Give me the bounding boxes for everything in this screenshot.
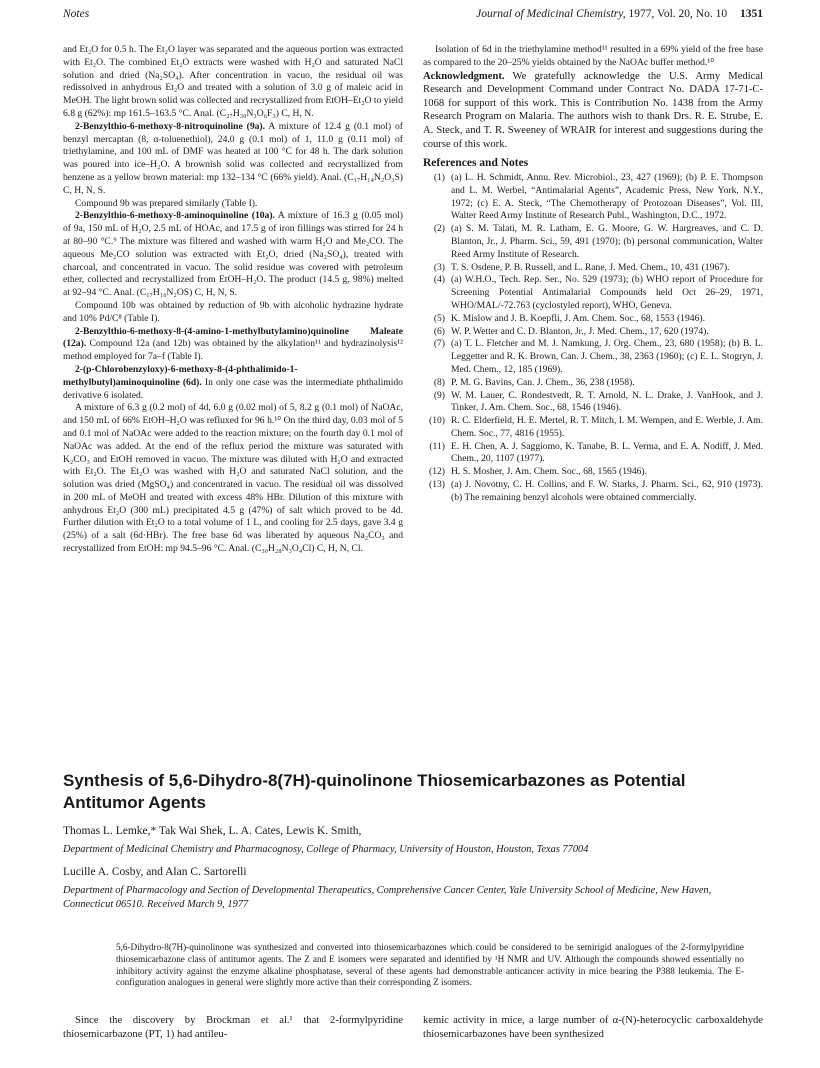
reference-number: (1)	[433, 171, 445, 183]
page-number: 1351	[740, 8, 763, 20]
paragraph: Compound 10b was obtained by reduction of 9b with alcoholic hydrazine hydrate and 10% Pd/C⁸ (Table I).	[63, 299, 403, 324]
reference-number: (6)	[433, 325, 445, 337]
reference-item	[423, 262, 763, 275]
paragraph: and Et₂O for 0.5 h. The Et₂O layer was separated and the aqueous portion was extracted with Et₂O. The combined Et₂O extracts were washed with H₂O and saturated NaCl solution and dried (Na₂SO₄). After concentration in vacuo, the residual oil was redissolved in anhydrous Et₂O and treated with a solution of 3.0 g of maleic acid in MeOH. The light brown solid was collected and recrystallized from EtOH–Et₂O to yield 6.8 g (62%): mp 161.5–163.5 °C. Anal. (C₂₇H₃₀N₃O₆F₃) C, H, N.	[63, 44, 403, 119]
paragraph	[63, 326, 403, 364]
references-heading: References and Notes	[423, 157, 529, 170]
paragraph-text: A mixture of 12.4 g (0.1 mol) of benzyl mercaptan (8, α-toluenethiol), 24.0 g (0.1 mol) of 1, 11.0 g (0.11 mol) of triethylamine, and 100 mL of DMF was heated at 100 °C for 48 h. The dark solution was poured into ice–H₂O. A brownish solid was collected and recrystallized from benzene as a yellow brown material: mp 132–134 °C (66% yield). Anal. (C₁₇H₁₄N₂O₃S) C, H, N, S.	[63, 120, 403, 196]
reference-text: W. P. Wetter and C. D. Blanton, Jr., J. Med. Chem., 17, 620 (1974).	[451, 325, 709, 337]
body-text-left	[63, 1014, 403, 1041]
reference-item	[423, 172, 763, 223]
reference-number: (13)	[429, 479, 445, 491]
article-title: Synthesis of 5,6-Dihydro-8(7H)-quinolinone Thiosemicarbazones as Potential Antitumor Agents	[63, 771, 686, 812]
affiliation: Department of Pharmacology and Section of Developmental Therapeutics, Comprehensive Cancer Center, Yale University School of Medicine, New Haven, Connecticut 06510. Received March 9, 1977	[63, 885, 712, 910]
compound-heading: 2-Benzylthio-6-methoxy-8-aminoquinoline (10a).	[75, 210, 275, 222]
paragraph: Since the discovery by Brockman et al.¹ that 2-formylpyridine thiosemicarbazone (PT, 1) had antileu-	[63, 1015, 403, 1040]
reference-item	[423, 390, 763, 416]
paragraph-text: Compound 12a (and 12b) was obtained by the alkylation¹¹ and hydrazinolysis¹² method employed for 7a–f (Table I).	[63, 338, 403, 363]
paragraph-text: A mixture of 16.3 g (0.05 mol) of 9a, 150 mL of H₂O, 2.5 mL of HOAc, and 17.5 g of iron fillings was stirred for 24 h at 80–90 °C.⁹ The mixture was filtered and washed with warm H₂O and Me₂CO. The aqueous Me₂CO solution was extracted with Et₂O, dried (Na₂SO₄), treated with charcoal, and concentrated in vacuo. The solid residue was covered with petroleum ether, collected and recrystallized from EtOH–H₂O. The product (14.5 g, 98%) melted at 92–94 °C. Anal. (C₁₇H₁₆N₂OS) C, H, N, S.	[63, 210, 403, 299]
reference-number: (5)	[433, 312, 445, 324]
page-header	[63, 8, 763, 28]
section-label: Notes	[63, 8, 90, 20]
reference-text: H. S. Mosher, J. Am. Chem. Soc., 68, 1565 (1946).	[451, 466, 648, 478]
reference-item	[423, 338, 763, 376]
reference-number: (7)	[433, 338, 445, 350]
acknowledgment-heading: Acknowledgment.	[423, 70, 505, 82]
acknowledgment	[423, 70, 763, 152]
reference-number: (3)	[433, 261, 445, 273]
reference-item	[423, 441, 763, 467]
left-column	[63, 44, 403, 556]
reference-text: (a) J. Novotny, C. H. Collins, and F. W. Starks, J. Pharm. Sci., 62, 910 (1973). (b) The remaining benzyl alcohols were obtained commercially.	[451, 479, 763, 503]
reference-item	[423, 466, 763, 479]
paragraph	[63, 364, 403, 402]
abstract: 5,6-Dihydro-8(7H)-quinolinone was synthesized and converted into thiosemicarbazones which could be considered to be semirigid analogues of the 2-formylpyridine thiosemicarbazone class of antitumor agents. The Z and E isomers were separated and identified by ¹H NMR and UV. Although the compounds showed essentially no inhibitory activity against the enzyme alkaline phosphatase, several of these agents had demonstrable anticancer activity in mice bearing the P388 leukemia. The E-configuration analogues in general were slightly more active than their corresponding Z isomers.	[116, 942, 744, 988]
reference-text: (a) W.H.O., Tech. Rep. Ser., No. 529 (1973); (b) WHO report of Procedure for Screening Potential Antimalarial Compounds held Oct 26–29, 1971, WHO/MAL/-72.763 (cyclostyled report), WHO, Geneva.	[451, 274, 763, 311]
paragraph: kemic activity in mice, a large number of α-(N)-heterocyclic carboxaldehyde thiosemicarbazones have been synthesized	[423, 1015, 763, 1040]
reference-number: (2)	[433, 223, 445, 235]
reference-list	[423, 172, 763, 505]
reference-number: (4)	[433, 274, 445, 286]
reference-text: T. S. Osdene, P. B. Russell, and L. Rane, J. Med. Chem., 10, 431 (1967).	[451, 261, 730, 273]
paragraph	[63, 210, 403, 300]
journal-name: Journal of Medicinal Chemistry,	[476, 8, 626, 20]
reference-number: (8)	[433, 376, 445, 388]
paragraph	[63, 121, 403, 198]
volume-info: 1977, Vol. 20, No. 10	[628, 8, 728, 20]
reference-text: W. M. Lauer, C. Rondestvedt, R. T. Arnold, N. L. Drake, J. VanHook, and J. Tinker, J. Am. Chem. Soc., 68, 1546 (1946).	[451, 389, 763, 414]
compound-heading: 2-Benzylthio-6-methoxy-8-nitroquinoline (9a).	[75, 120, 266, 132]
reference-item	[423, 223, 763, 261]
reference-text: P. M. G. Bavins, Can. J. Chem., 36, 238 (1958).	[451, 376, 635, 388]
affiliation: Department of Medicinal Chemistry and Pharmacognosy, College of Pharmacy, University of Houston, Houston, Texas 77004	[63, 844, 589, 855]
reference-item	[423, 326, 763, 339]
paragraph: Isolation of 6d in the triethylamine method¹¹ resulted in a 69% yield of the free base as compared to the 20–25% yields obtained by the NaOAc buffer method.¹⁰	[423, 44, 763, 68]
paragraph: Compound 9b was prepared similarly (Table I).	[75, 197, 258, 209]
reference-item	[423, 479, 763, 505]
reference-item	[423, 415, 763, 441]
compound-heading: 2-Benzylthio-6-methoxy-8-(4-amino-1-methylbutylamino)quinoline Maleate (12a).	[63, 325, 403, 350]
acknowledgment-text: We gratefully acknowledge the U.S. Army Medical Research and Development Command under Contract No. DADA 17-71-C-1068 for support of this work. This is Contribution No. 1438 from the Army Research Program on Malaria. The authors wish to thank Drs. R. E. Strube, E. A. Steck, and T. R. Sweeney of WRAIR for interest and suggestions during the course of this work.	[423, 70, 763, 150]
reference-item	[423, 274, 763, 312]
reference-text: K. Mislow and J. B. Koepfli, J. Am. Chem. Soc., 68, 1553 (1946).	[451, 312, 705, 324]
body-text-right	[423, 1014, 763, 1041]
right-column	[423, 44, 763, 505]
reference-number: (9)	[433, 389, 445, 401]
reference-item	[423, 377, 763, 390]
reference-text: E. H. Chen, A. J. Saggiomo, K. Tanabe, B. L. Verma, and E. A. Nodiff, J. Med. Chem., 20, 1107 (1977).	[451, 440, 763, 465]
reference-number: (11)	[429, 440, 445, 452]
journal-citation	[476, 8, 763, 20]
reference-item	[423, 313, 763, 326]
paragraph-text: In only one case was the intermediate phthalimido derivative 6 isolated.	[63, 376, 403, 401]
reference-text: (a) S. M. Talati, M. R. Latham, E. G. Moore, G. W. Hargreaves, and C. D. Blanton, Jr., J. Pharm. Sci., 59, 491 (1970); (b) personal communication, Walter Reed Army Institute of Research.	[451, 223, 763, 260]
reference-text: R. C. Elderfield, H. E. Mertel, R. T. Mitch, I. M. Wempen, and E. Werble, J. Am. Chem. Soc., 77, 4816 (1955).	[451, 415, 763, 439]
reference-number: (12)	[429, 466, 445, 478]
author-line: Lucille A. Cosby, and Alan C. Sartorelli	[63, 866, 247, 878]
paragraph: A mixture of 6.3 g (0.2 mol) of 4d, 6.0 g (0.02 mol) of 5, 8.2 g (0.1 mol) of NaOAc, and 150 mL of 66% EtOH–H₂O was refluxed for 96 h.¹⁰ On the third day, 0.03 mol of 5 and 0.1 mol of NaOAc were added to the reaction mixture; on the fourth day 0.1 mol of NaOAc was added. At the end of the reflux period the mixture was saturated with K₂CO₃ and EtOH removed in vacuo. The mixture was diluted with H₂O and extracted with Et₂O. The Et₂O was washed with H₂O and saturated NaCl solution, and the solution was dried (MgSO₄) and concentrated in vacuo. The residual oil was dissolved in 200 mL of MeOH and treated with excess 48% HBr. Dilution of this mixture with anhydrous Et₂O (300 mL) precipitated 4.5 g (47%) of salt which proved to be 4d. Further dilution with Et₂O to a total volume of 1 L, and cooling for 2.5 days, gave 3.4 g (25%) of a salt (6d·HBr). The free base 6d was liberated by aqueous Na₂CO₃ and recrystallized from EtOH: mp 94.5–96 °C. Anal. (C₃₀H₂₈N₃O₄Cl) C, H, N, Cl.	[63, 402, 403, 555]
author-line: Thomas L. Lemke,* Tak Wai Shek, L. A. Cates, Lewis K. Smith,	[63, 825, 362, 837]
reference-number: (10)	[429, 415, 445, 427]
reference-text: (a) T. L. Fletcher and M. J. Namkung, J. Org. Chem., 23, 680 (1958); (b) B. L. Leggetter and R. K. Brown, Can. J. Chem., 38, 2363 (1960); (c) E. L. Stogryn, J. Med. Chem., 12, 185 (1969).	[451, 338, 763, 375]
reference-text: (a) L. H. Schmidt, Annu. Rev. Microbiol., 23, 427 (1969); (b) P. E. Thompson and L. M. Werbel, “Antimalarial Agents”, Academic Press, New York, N.Y., 1972; (c) E. A. Steck, “The Chemotherapy of Protozoan Diseases”, Vol. III, Walter Reed Army Institute of Research Publ., Washington, D.C., 1972.	[451, 171, 763, 222]
compound-heading: 2-(p-Chlorobenzyloxy)-6-methoxy-8-(4-phthalimido-1-methylbutyl)aminoquinoline (6d).	[63, 363, 298, 388]
